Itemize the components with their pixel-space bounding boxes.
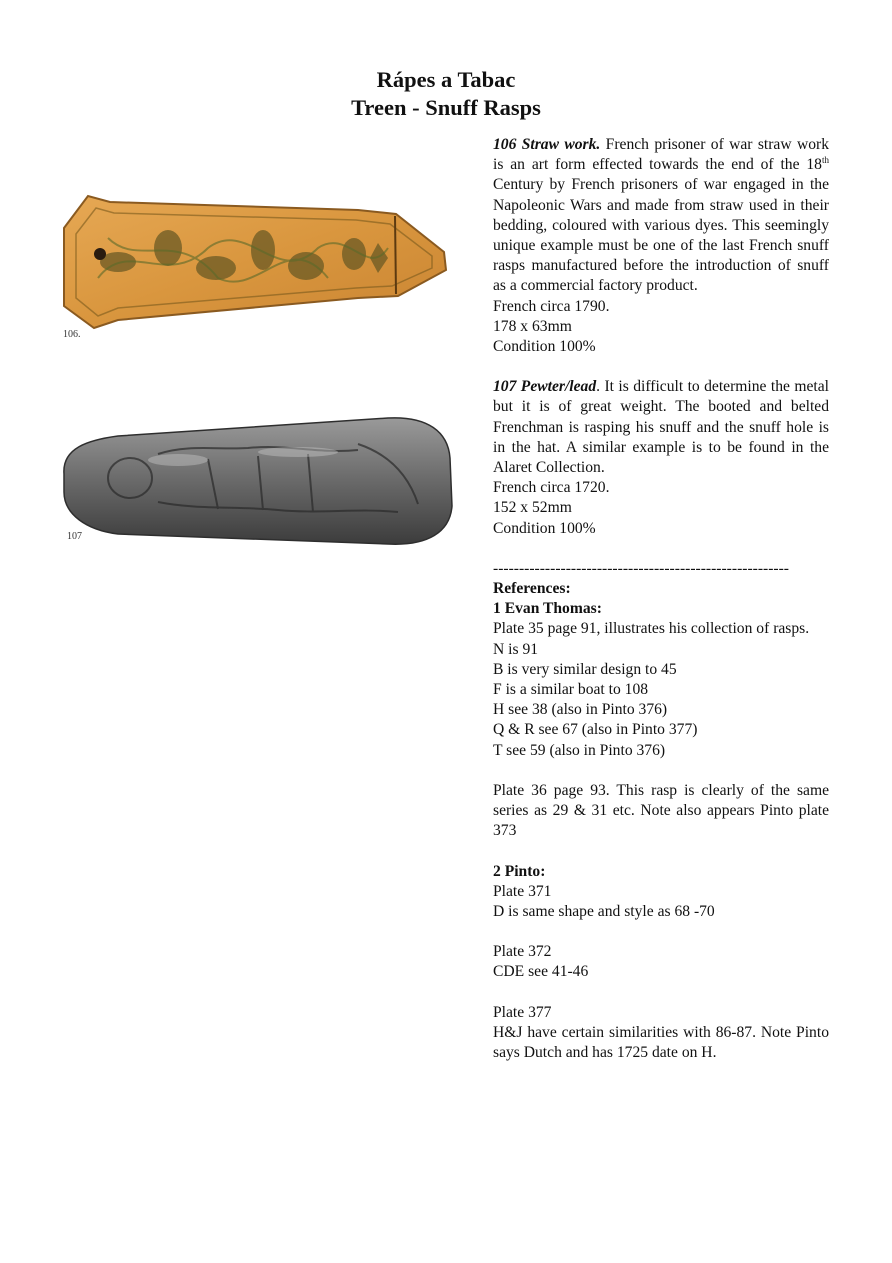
evan-line: T see 59 (also in Pinto 376) <box>493 741 666 759</box>
pewter-lead-rasp-image <box>58 414 456 550</box>
page-title <box>0 66 892 122</box>
divider: --------------------------------------------------------- <box>493 559 789 577</box>
references-heading: References: <box>493 580 571 598</box>
item-106-description: 106 Straw work. French prisoner of war straw work is an art form effected towards the end of the 18th Century by French prisoners of war engaged in the Napoleonic Wars and made from straw used in their bedding, coloured with various dyes. This seemingly unique example must be one of the last French snuff rasps manufactured before the introduction of snuff as a commercial factory product. <box>493 136 830 295</box>
evan-thomas-heading: 1 Evan Thomas: <box>493 600 602 618</box>
pinto-plate-372-text: CDE see 41-46 <box>493 963 589 981</box>
evan-line: F is a similar boat to 108 <box>493 681 649 699</box>
item-107-lead: 107 Pewter/lead <box>493 378 597 396</box>
pinto-plate-372: Plate 372 <box>493 943 552 961</box>
evan-line: N is 91 <box>493 640 539 658</box>
item-107-origin: French circa 1720. <box>493 479 610 497</box>
straw-work-rasp-image <box>58 188 452 336</box>
pinto-plate-371-text: D is same shape and style as 68 -70 <box>493 902 715 920</box>
evan-line: B is very similar design to 45 <box>493 660 677 678</box>
evan-line: Q & R see 67 (also in Pinto 377) <box>493 721 698 739</box>
evan-line: H see 38 (also in Pinto 376) <box>493 701 668 719</box>
item-106-origin: French circa 1790. <box>493 297 610 315</box>
item-106-condition: Condition 100% <box>493 338 596 356</box>
figure-107-caption: 107 <box>67 531 82 542</box>
title-line-1: Rápes a Tabac <box>376 67 516 92</box>
figure-106-caption: 106. <box>63 329 81 340</box>
title-line-2: Treen - Snuff Rasps <box>351 95 541 120</box>
item-107-description: 107 Pewter/lead. It is difficult to determine the metal but it is of great weight. The booted and belted Frenchman is rasping his snuff and the snuff hole is in the hat. A similar example is to be found in the Alaret Collection. <box>493 378 829 477</box>
item-106-size: 178 x 63mm <box>493 317 572 335</box>
text-column <box>493 135 829 1063</box>
evan-plate-36: Plate 36 page 93. This rasp is clearly of the same series as 29 & 31 etc. Note also appears Pinto plate 373 <box>493 781 829 840</box>
pinto-plate-377-text: H&J have certain similarities with 86-87. Note Pinto says Dutch and has 1725 date on H. <box>493 1023 829 1061</box>
pinto-plate-377: Plate 377 <box>493 1003 552 1021</box>
pinto-heading: 2 Pinto: <box>493 862 546 880</box>
pinto-plate-371: Plate 371 <box>493 882 552 900</box>
item-106-lead: 106 Straw work. <box>493 136 601 153</box>
item-107-condition: Condition 100% <box>493 519 596 537</box>
item-107-size: 152 x 52mm <box>493 499 572 517</box>
evan-plate-35: Plate 35 page 91, illustrates his collection of rasps. <box>493 620 810 638</box>
